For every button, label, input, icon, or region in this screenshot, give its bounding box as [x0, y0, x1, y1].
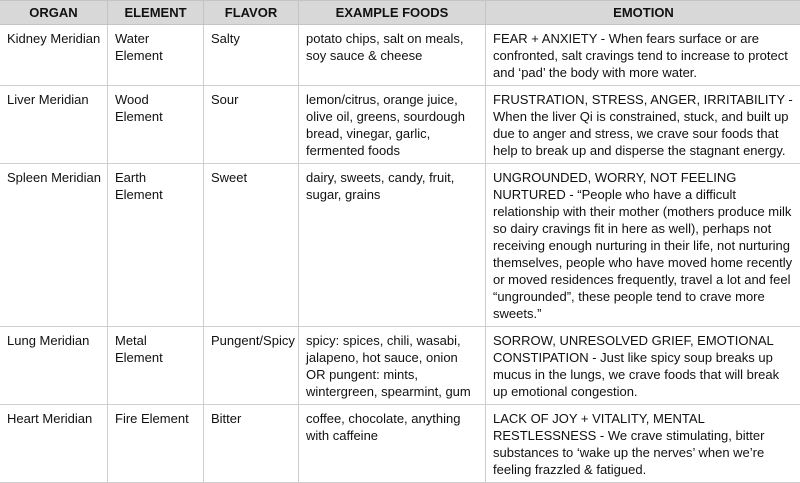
cell-emotion: UNGROUNDED, WORRY, NOT FEELING NURTURED - “People who have a difficult relationship with their mother (mothers produce milk so dairy cravings fit in here as well), perhaps not receiving enough nurturing in their life, not nurturing themselves, people who have moved home recently or moved residences frequently, travel a lot and feel “ungrounded”, these people tend to crave more sweets.” — [486, 164, 800, 327]
cell-foods: spicy: spices, chili, wasabi, jalapeno, hot sauce, onion OR pungent: mints, wintergreen, spearmint, gum — [299, 327, 486, 405]
table-row — [0, 327, 800, 405]
cell-organ: Heart Meridian — [0, 405, 108, 483]
cell-element: Fire Element — [108, 405, 204, 483]
cell-flavor: Bitter — [204, 405, 299, 483]
cell-flavor: Sweet — [204, 164, 299, 327]
cell-foods: dairy, sweets, candy, fruit, sugar, grains — [299, 164, 486, 327]
cell-emotion: LACK OF JOY + VITALITY, MENTAL RESTLESSNESS - We crave stimulating, bitter substances to ‘wake up the nerves’ when we’re feeling frazzled & fatigued. — [486, 405, 800, 483]
header-element: ELEMENT — [108, 1, 204, 25]
header-flavor: FLAVOR — [204, 1, 299, 25]
cell-element: Water Element — [108, 25, 204, 86]
cell-emotion: FRUSTRATION, STRESS, ANGER, IRRITABILITY - When the liver Qi is constrained, stuck, and built up due to anger and stress, we crave sour foods that help to break up and disperse the stagnant energy. — [486, 86, 800, 164]
cell-organ: Kidney Meridian — [0, 25, 108, 86]
header-example-foods: EXAMPLE FOODS — [299, 1, 486, 25]
cell-element: Earth Element — [108, 164, 204, 327]
cell-element: Metal Element — [108, 327, 204, 405]
table-row — [0, 164, 800, 327]
cell-emotion: FEAR + ANXIETY - When fears surface or are confronted, salt cravings tend to increase to protect and ‘pad’ the body with more water. — [486, 25, 800, 86]
cell-foods: lemon/citrus, orange juice, olive oil, greens, sourdough bread, vinegar, garlic, fermented foods — [299, 86, 486, 164]
cell-organ: Spleen Meridian — [0, 164, 108, 327]
cell-organ: Liver Meridian — [0, 86, 108, 164]
cell-flavor: Sour — [204, 86, 299, 164]
cell-foods: coffee, chocolate, anything with caffeine — [299, 405, 486, 483]
cell-emotion: SORROW, UNRESOLVED GRIEF, EMOTIONAL CONSTIPATION - Just like spicy soup breaks up mucus in the lungs, we crave foods that will break up emotional congestion. — [486, 327, 800, 405]
cell-foods: potato chips, salt on meals, soy sauce & cheese — [299, 25, 486, 86]
cell-organ: Lung Meridian — [0, 327, 108, 405]
cell-flavor: Salty — [204, 25, 299, 86]
table-row — [0, 25, 800, 86]
table-row — [0, 86, 800, 164]
cell-flavor: Pungent/Spicy — [204, 327, 299, 405]
table-row — [0, 405, 800, 483]
cell-element: Wood Element — [108, 86, 204, 164]
header-emotion: EMOTION — [486, 1, 800, 25]
header-row — [0, 1, 800, 25]
header-organ: ORGAN — [0, 1, 108, 25]
